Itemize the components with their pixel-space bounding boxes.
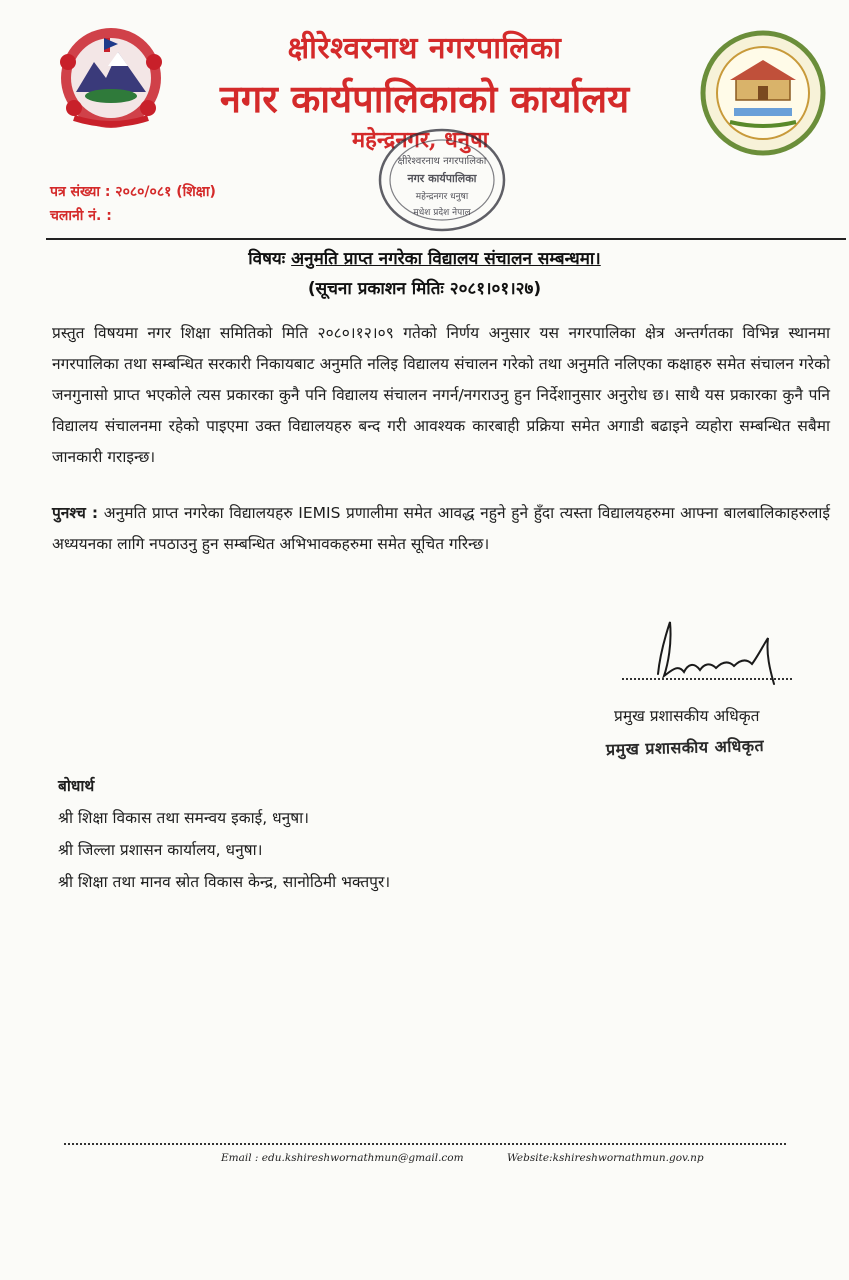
signatory-title: प्रमुख प्रशासकीय अधिकृत — [614, 707, 760, 725]
cc-item: श्री शिक्षा विकास तथा समन्वय इकाई, धनुषा। — [58, 809, 310, 827]
stamp-text-3: महेन्द्रनगर धनुषा — [415, 192, 469, 202]
office-name: नगर कार्यपालिकाको कार्यालय — [219, 76, 630, 121]
body-paragraph-2 — [52, 498, 830, 560]
stamp-text-1: क्षीरेश्वरनाथ नगरपालिका — [397, 156, 487, 167]
letter-number: पत्र संख्या : २०८०/०८१ (शिक्षा) — [50, 184, 216, 200]
subject-label: विषयः — [248, 249, 286, 269]
postscript-label: पुनश्च : — [52, 504, 99, 522]
municipality-name: क्षीरेश्वरनाथ नगरपालिका — [287, 31, 562, 66]
office-stamp-icon — [352, 124, 532, 234]
dispatch-number: चलानी नं. : — [50, 208, 112, 224]
footer-email: Email : edu.kshireshwornathmun@gmail.com — [221, 1152, 464, 1164]
municipality-logo — [700, 30, 826, 156]
header-divider — [46, 238, 846, 240]
signature-icon — [618, 614, 798, 694]
footer-website: Website:kshireshwornathmun.gov.np — [507, 1152, 704, 1164]
notice-publication-date: (सूचना प्रकाशन मितिः २०८१।०१।२७) — [307, 279, 542, 299]
signature-line — [622, 678, 792, 680]
postscript-text: अनुमति प्राप्त नगरेका विद्यालयहरु IEMIS प्रणालीमा समेत आवद्ध नहुने हुने हुँदा त्यस्ता विद्यालयहरुमा आफ्ना बालबालिकाहरुलाई अध्ययनका लागि नपठाउनु हुन सम्बन्धित अभिभावकहरुमा समेत सूचित गरिन्छ। — [52, 504, 830, 553]
footer-divider — [64, 1143, 786, 1145]
stamp-text-2: नगर कार्यपालिका — [407, 172, 477, 185]
office-address: महेन्द्रनगर, धनुषा — [352, 127, 489, 153]
cc-heading: बोधार्थ — [58, 777, 95, 795]
signatory-stamp: प्रमुख प्रशासकीय अधिकृत — [605, 735, 765, 760]
body-paragraph-1: प्रस्तुत विषयमा नगर शिक्षा समितिको मिति २०८०।१२।०९ गतेको निर्णय अनुसार यस नगरपालिका क्षेत्र अन्तर्गतका विभिन्न स्थानमा नगरपालिका तथा सम्बन्धित सरकारी निकायबाट अनुमति नलिइ विद्यालय संचालन गरेको तथा अनुमति नलिएका कक्षाहरु समेत संचालन गरेको जनगुनासो प्राप्त भएकोले त्यस प्रकारका कुनै पनि विद्यालय संचालन नगर्न/नगराउनु हुन निर्देशानुसार अनुरोध छ। साथै यस प्रकारका कुनै पनि विद्यालय संचालनमा रहेको पाइएमा उक्त विद्यालयहरु बन्द गरी आवश्यक कारबाही प्रक्रिया समेत अगाडी बढाइने व्यहोरा सम्बन्धित सबैमा जानकारी गराइन्छ। — [52, 324, 830, 466]
cc-item: श्री शिक्षा तथा मानव स्रोत विकास केन्द्र, सानोठिमी भक्तपुर। — [58, 873, 391, 891]
subject-text: अनुमति प्राप्त नगरेका विद्यालय संचालन सम्बन्धमा। — [291, 249, 601, 269]
subject-line — [0, 246, 849, 269]
stamp-text-4: मधेश प्रदेश नेपाल — [413, 208, 471, 218]
cc-item: श्री जिल्ला प्रशासन कार्यालय, धनुषा। — [58, 841, 263, 859]
